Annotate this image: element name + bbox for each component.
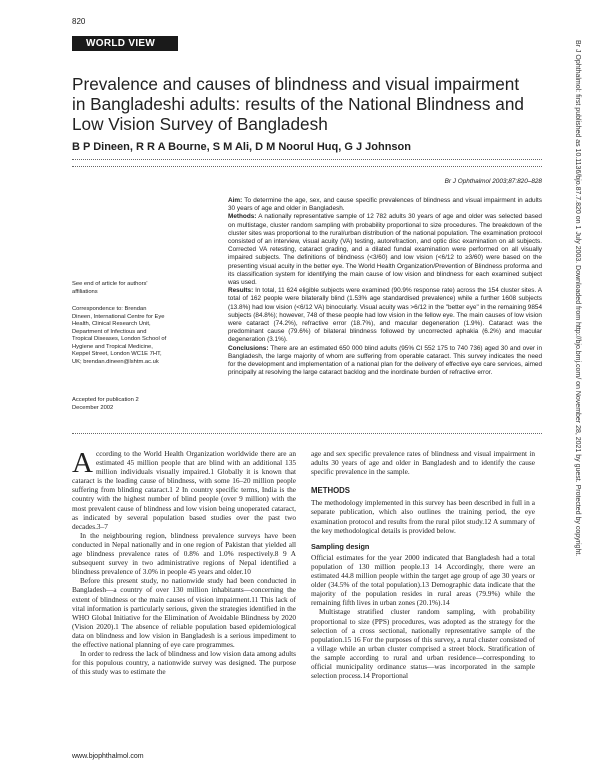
sampling-paragraph-2: Multistage stratified cluster random sampling, with probability proportional to size (PPS) procedures, was adopted as the strategy for the selection of a cross sectional, nationally representative sample of the population.15 16 For the purposes of this survey, a rural cluster consisted of a village while an urban cluster comprised a street block. Stratification of the sample according to rural and urban residence—corresponding to official municipality ordinance status—was incorporated in the sample selection process.14 Proportional <box>311 607 535 681</box>
methods-paragraph: The methodology implemented in this survey has been described in full in a separate publication, which also outlines the training period, the eye examination protocol and results from the rural pilot study.12 A summary of the key methodological details is provided below. <box>311 498 535 535</box>
intro-text-1: ccording to the World Health Organization worldwide there are an estimated 45 million people that are blind with an additional 135 million individuals visually impaired.1 Globally it is known that cataract is the leading cause of blindness, with some 16–20 million people suffering from blinding cataract.1 2 In country specific terms, India is the country with the highest number of blind people (over 9 million) with the most prevalent cause of blindness and low vision being unoperated cataract, as indicated by several population based studies over the past two decades.3–7 <box>72 449 296 531</box>
intro-paragraph-5: age and sex specific prevalence rates of blindness and visual impairment in adults 30 years of age and older in Bangladesh and to identify the cause specific prevalence in the sample. <box>311 449 535 477</box>
side-banner <box>572 40 580 740</box>
results-text: In total, 11 624 eligible subjects were examined (90.9% response rate) across the 154 cluster sites. A total of 162 people were bilaterally blind (1.53% age standardised prevalence) while a further 1608 subjects (13.8%) had low vision (<6/12 VA) binocularly. Visual acuity was >6/12 in the "better eye" in the remaining 9854 subjects (84.8%); however, 748 of these people had low vision in the fellow eye. The main causes of low vision were cataract (74.2%), refractive error (18.7%), and macular degeneration (1.9%). Cataract was the predominant cause (79.6%) of bilateral blindness followed by uncorrected aphakia (6.2%) and macular degeneration (3.1%). <box>228 287 543 344</box>
aim-label: Aim: <box>228 197 243 204</box>
author-list: B P Dineen, R R A Bourne, S M Ali, D M Noorul Huq, G J Johnson <box>72 141 411 153</box>
aim-text: To determine the age, sex, and cause specific prevalences of blindness and visual impairment in adults 30 years of age and older in Bangladesh. <box>228 197 542 213</box>
abstract <box>228 197 542 377</box>
intro-paragraph-4: In order to redress the lack of blindness and low vision data among adults for this populous country, a nationwide survey was designed. The purpose of this study was to estimate the <box>72 649 296 677</box>
intro-paragraph-1 <box>72 449 296 531</box>
abstract-aim <box>228 197 542 213</box>
conclusions-text: There are an estimated 650 000 blind adults (95% CI 552 175 to 740 736) aged 30 and over in Bangladesh, the large majority of whom are suffering from operable cataract. This survey indicates the need for the development and implementation of a national plan for the delivery of effective eye care services, aimed principally at resolving the large cataract backlog and the inordinate burden of refractive error. <box>228 344 543 377</box>
page-number: 820 <box>72 17 86 26</box>
journal-citation: Br J Ophthalmol 2003;87:820–828 <box>444 178 542 185</box>
download-notice: Br J Ophthalmol: first published as 10.1136/bjo.87.7.820 on 1 July 2003. Downloaded from http://bjo.bmj.com/ on November 28, 2021 by guest. Protected by copyright. <box>574 40 581 557</box>
drop-cap: A <box>72 447 93 479</box>
intro-paragraph-2: In the neighbouring region, blindness prevalence surveys have been conducted in Nepal nationally and in one region of Pakistan that yielded all age blindness prevalence rates of 0.8% and 1.0% respectively.8 9 A subsequent survey in two administrative regions of Nepal identified a blindness prevalence of 3.0% in people 45 years and older.10 <box>72 530 296 577</box>
divider-bottom <box>72 433 542 434</box>
abstract-conclusions <box>228 345 542 378</box>
divider-top-2 <box>72 166 542 167</box>
journal-url: www.bjophthalmol.com <box>72 753 144 760</box>
sampling-heading: Sampling design <box>311 541 370 551</box>
section-tag: WORLD VIEW <box>72 36 178 51</box>
accepted-date: Accepted for publication 2 December 2002 <box>72 397 139 411</box>
sampling-paragraph-1: Official estimates for the year 2000 indicated that Bangladesh had a total population of 130 million people.13 14 Accordingly, there were an estimated 44.8 million people within the target age group of age 30 years or older (34.5% of the total population).13 Demographic data indicate that the majority of the population resides in rural areas (79.9%) while the remaining fifth lives in urban zones (20.1%).14 <box>311 552 535 608</box>
body-column-right <box>311 449 535 680</box>
affiliations-note: See end of article for authors' affiliations <box>72 281 148 295</box>
conclusions-label: Conclusions: <box>228 344 269 352</box>
abstract-methods <box>228 213 542 287</box>
body-column-left <box>72 449 296 676</box>
abstract-results <box>228 287 542 344</box>
correspondence-note: Correspondence to: Brendan Dineen, International Centre for Eye Health, Clinical Research Unit, Department of Infectious and Tropical Diseases, London School of Hygiene and Tropical Medicine, Keppel Street, London WC1E 7HT, UK; brendan.dineen@lshtm.ac.uk <box>72 306 167 365</box>
article-title: Prevalence and causes of blindness and visual impairment in Bangladeshi adults: results of the National Blindness and Low Vision Survey of Bangladesh <box>72 74 524 134</box>
intro-paragraph-3: Before this present study, no nationwide study had been conducted in Bangladesh—a country of over 130 million inhabitants—concerning the extent of blindness or the main causes of vision impairment.11 This lack of vital information is particularly serious, given the strategies identified in the WHO Global Initiative for the Elimination of Avoidable Blindness by 2020 (Vision 2020).1 The absence of reliable population based epidemiological data on blindness and low vision in Bangladesh is a serious impediment to the effective national planning of eye care programmes. <box>72 576 296 649</box>
methods-heading: METHODS <box>311 486 350 496</box>
divider-top <box>72 159 542 160</box>
methods-text: A nationally representative sample of 12 782 adults 30 years of age and older was selected based on multistage, cluster random sampling with probability proportional to size procedures. The breakdown of the cluster sites was proportional to the rural/urban distribution of the national population. The examination protocol consisted of an interview, visual acuity (VA) testing, autorefraction, and optic disc examination on all subjects. Corrected VA retesting, cataract grading, and a dilated fundal examination were performed on all visually impaired subjects. The definitions of blindness (<3/60) and low vision (<6/12 to ≥3/60) were based on the presenting visual acuity in the better eye. The World Health Organization/Prevention of Blindness proforma and its classification system for identifying the main cause of low vision and blindness for each examined subject was used. <box>228 213 542 287</box>
results-label: Results: <box>228 287 254 295</box>
methods-label: Methods: <box>228 213 257 221</box>
